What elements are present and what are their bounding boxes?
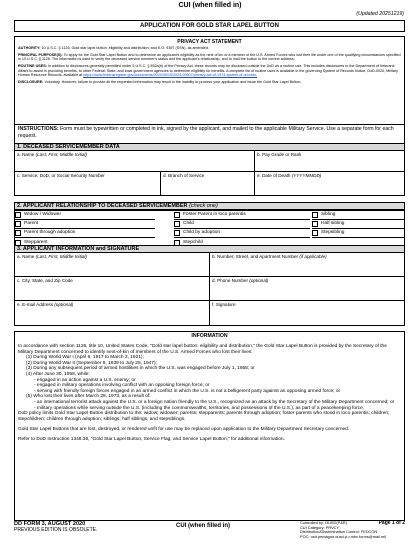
info-item: (2) During World War II (September 8, 1939 to July 25, 1947);: [26, 360, 157, 366]
phone-number-field[interactable]: [209, 276, 405, 301]
disclosure-text: Voluntary. However, failure to provide all the requested information may result in the inability to process your application and issue the Gold Star Lapel Button.: [44, 80, 302, 85]
relationship-option[interactable]: [15, 211, 155, 220]
street-address-label: b. Number, Street, and Apartment Number: [212, 254, 299, 259]
checkbox[interactable]: [174, 230, 180, 236]
authority-paragraph: [18, 46, 401, 50]
section2-header: [14, 202, 405, 210]
applicant-name-field[interactable]: [14, 252, 210, 277]
deceased-name-label: a. Name: [17, 152, 35, 157]
phone-number-hint: (optional): [249, 278, 269, 283]
info-item: (1) During World War I (April 6, 1917 to March 3, 1921);: [26, 355, 144, 361]
email-field[interactable]: [14, 300, 210, 326]
form-title: APPLICATION FOR GOLD STAR LAPEL BUTTON: [14, 20, 405, 32]
instructions: [14, 124, 405, 144]
city-state-zip-label: c. City, State, and Zip Code: [17, 278, 73, 283]
relationship-option[interactable]: [174, 220, 310, 229]
form-number: DD FORM 3, AUGUST 2020: [14, 521, 86, 527]
relationship-option[interactable]: [312, 229, 404, 238]
disclosure-label: DISCLOSURE:: [18, 80, 44, 85]
option-label: Stepchild: [183, 239, 203, 245]
authority-text: 10 U.S.C. § 1126, Gold star lapel button: eligibility and distribution; and E.O. 9397 (SSN), as amended.: [41, 46, 209, 50]
privacy-act-statement: [14, 36, 405, 125]
option-label: Parent: [24, 221, 39, 226]
checkbox[interactable]: [312, 230, 318, 236]
information-box: [14, 331, 405, 521]
branch-field[interactable]: [160, 171, 255, 196]
section2-title: 2. APPLICANT RELATIONSHIP TO DECEASED SERVICEMEMBER: [17, 203, 188, 209]
pay-grade-label: b. Pay Grade or Rank: [257, 152, 302, 157]
option-label: Half sibling: [321, 221, 345, 226]
checkbox[interactable]: [174, 221, 180, 227]
checkbox[interactable]: [15, 221, 21, 227]
option-label: Foster Parent in loco parentis: [183, 212, 246, 217]
option-label: Widow / Widower: [24, 212, 62, 217]
purpose-label: PRINCIPAL PURPOSE(S):: [18, 53, 63, 57]
relationship-option[interactable]: [15, 220, 155, 229]
checkbox[interactable]: [15, 212, 21, 218]
obsolete-note: PREVIOUS EDITION IS OBSOLETE.: [14, 527, 98, 533]
cui-footer: CUI (when filled in): [176, 523, 230, 529]
phone-number-label: d. Phone Number: [212, 278, 249, 283]
lost-buttons: Gold Star Lapel Buttons that are lost, destroyed, or rendered unfit for use may be replaced upon application to the Military Department Secretary concerned.: [18, 426, 350, 432]
cui-header: CUI (when filled in): [178, 2, 242, 9]
distribution-control: Distribution/Dissemination Control: FEDCON: [300, 529, 378, 534]
updated-date: (Updated 20251219): [356, 11, 404, 17]
service-number-label: c. Service, DoD, or Social Security Number: [17, 173, 105, 178]
deceased-name-field[interactable]: [14, 150, 255, 172]
relationship-option[interactable]: [312, 220, 404, 229]
applicant-name-label: a. Name: [17, 254, 35, 259]
branch-label: d. Branch of Service: [163, 173, 205, 178]
info-subitem: - serving with friendly foreign forces engaged in an armed conflict in which the U.S. is not a belligerent party against an opposing armed force; or: [34, 388, 341, 394]
instructions-text: Form must be typewritten or completed in ink, signed by the applicant, and mailed to the applicable Military Service. Use a separate form for each request.: [18, 126, 394, 139]
info-intro: In accordance with section 1126, title 10, United States Code, "Gold star lapel button: eligibility and distribution," the Gold Star Lapel Button is provided by the Secretary of the Military Department concerned to identify next-of-kin of members of the U.S. Armed Forces who lost their lives:: [18, 344, 387, 355]
checkbox[interactable]: [174, 212, 180, 218]
relationship-option[interactable]: [174, 229, 310, 238]
controlled-by: Controlled by: OUSD(P&R): [300, 520, 347, 525]
option-label: Child: [183, 221, 194, 226]
service-number-field[interactable]: [14, 171, 161, 196]
routine-label: ROUTINE USES:: [18, 64, 47, 69]
info-item: (5) Who lost their lives after March 28, 1973, as a result of:: [26, 394, 151, 400]
federal-register-link[interactable]: https://www.federalregister.gov/documents/2024/05/15/2024-09907/privacy-act-of-1974-system-of-records.: [83, 73, 257, 78]
relationship-option[interactable]: [174, 211, 310, 220]
applicant-name-hint: (Last, First, Middle Initial): [35, 254, 87, 259]
purpose-paragraph: [18, 53, 401, 62]
purpose-text: To apply for the Gold Star Lapel Button and to determine an applicant's eligibility as the next of kin of a member of the U.S. Armed Forces who lost their life under one of the qualifying circumstances specified in 10 U.S.C. § 1126. The information is used to verify the deceased service member's status and the applicant's relationship, and to mail the button to the correct address.: [18, 53, 401, 62]
date-of-death-label: e. Date of Death: [257, 173, 291, 178]
city-state-zip-field[interactable]: [14, 276, 210, 301]
option-label: Stepsibling: [321, 230, 345, 235]
pay-grade-field[interactable]: [254, 150, 405, 172]
information-heading: INFORMATION: [191, 333, 228, 339]
email-hint: (optional): [54, 302, 74, 307]
signature-label: f. Signature: [212, 302, 236, 307]
info-item: (3) During any subsequent period of armed hostilities in which the U.S. was engaged before July 1, 1958; or: [26, 366, 255, 372]
cui-category: CUI Category: PRVCY: [300, 524, 340, 530]
email-label: e. E-mail Address: [17, 302, 53, 307]
street-address-field[interactable]: [209, 252, 405, 277]
section2-hint: (check one): [189, 203, 218, 209]
dod-policy: DoD policy limits Gold Star Lapel Button distribution to the: widow; widower; parents; stepparents; parents through adoption; foster parents who stood in loco parentis; children; stepchildren; children through adoption; siblings; half siblings, and stepsiblings.: [18, 411, 390, 422]
signature-field[interactable]: [209, 300, 405, 326]
info-subitem: - an international terrorist attack against the U.S. or a foreign nation friendly to the U.S., recognized as an attack by the Secretary of the Military Department concerned; or: [34, 399, 395, 405]
relationship-option[interactable]: [15, 229, 155, 238]
info-subitem: - engaged in an action against a U.S. enemy; or: [34, 377, 136, 383]
deceased-name-hint: (Last, First, Middle Initial): [35, 152, 87, 157]
info-subitem: - military operations while serving outside the U.S. (including the commonwealths, territories, and possessions of the U.S.), as part of a peacekeeping force.: [34, 405, 365, 411]
option-label: Parent through adoption: [24, 230, 76, 235]
info-item: (4) After June 30, 1958, while:: [26, 371, 90, 377]
control-block: [300, 521, 386, 539]
refer-instruction: Refer to DoD Instruction 1348.36, "Gold Star Lapel Button, Service Flag, and Service Lapel Button," for additional information.: [18, 436, 285, 442]
option-label: Sibling: [321, 212, 336, 217]
checkbox[interactable]: [312, 212, 318, 218]
disclosure-paragraph: [18, 80, 401, 84]
relationship-option[interactable]: [312, 211, 404, 220]
option-label: Child by adoption: [183, 230, 221, 235]
checkbox[interactable]: [312, 221, 318, 227]
page-number: Page 1 of 2: [378, 520, 405, 526]
street-address-hint: (if applicable): [299, 254, 327, 259]
privacy-heading: PRIVACY ACT STATEMENT: [177, 39, 242, 45]
relationship-grid: [14, 210, 405, 246]
checkbox[interactable]: [15, 230, 21, 236]
routine-text: In addition to disclosures generally permitted under 5 U.S.C. § 552a(b) of the Privacy Act, these records may be disclosed outside the DoD as a routine use. This includes disclosures to the Department of Veterans Affairs to assist in providing benefits, to other Federal, State, and local government agencies to determine eligibility for benefits. A complete list of routine uses is available in the governing System of Records Notice, DoD-0020, Military Human Resource Records, available at: [18, 64, 398, 78]
authority-label: AUTHORITY:: [18, 46, 41, 50]
date-of-death-field[interactable]: [254, 171, 405, 196]
poc-email: POC: osd.pentagon.ousd-p-r.mbx.forms@mail.mil: [300, 533, 386, 539]
section3-title: 3. APPLICANT INFORMATION and SIGNATURE: [17, 246, 140, 252]
option-label: Stepparent: [24, 239, 48, 245]
instructions-label: INSTRUCTIONS:: [18, 126, 59, 132]
form-identifier: [14, 521, 97, 533]
info-subitem: - engaged in military operations involving conflict with an opposing foreign force; or: [34, 383, 210, 389]
information-body: [18, 344, 403, 443]
routine-uses-paragraph: [18, 64, 401, 77]
section1-title: 1. DECEASED SERVICEMEMBER DATA: [17, 144, 120, 150]
date-of-death-hint: (YYYYMMDD): [291, 173, 322, 178]
